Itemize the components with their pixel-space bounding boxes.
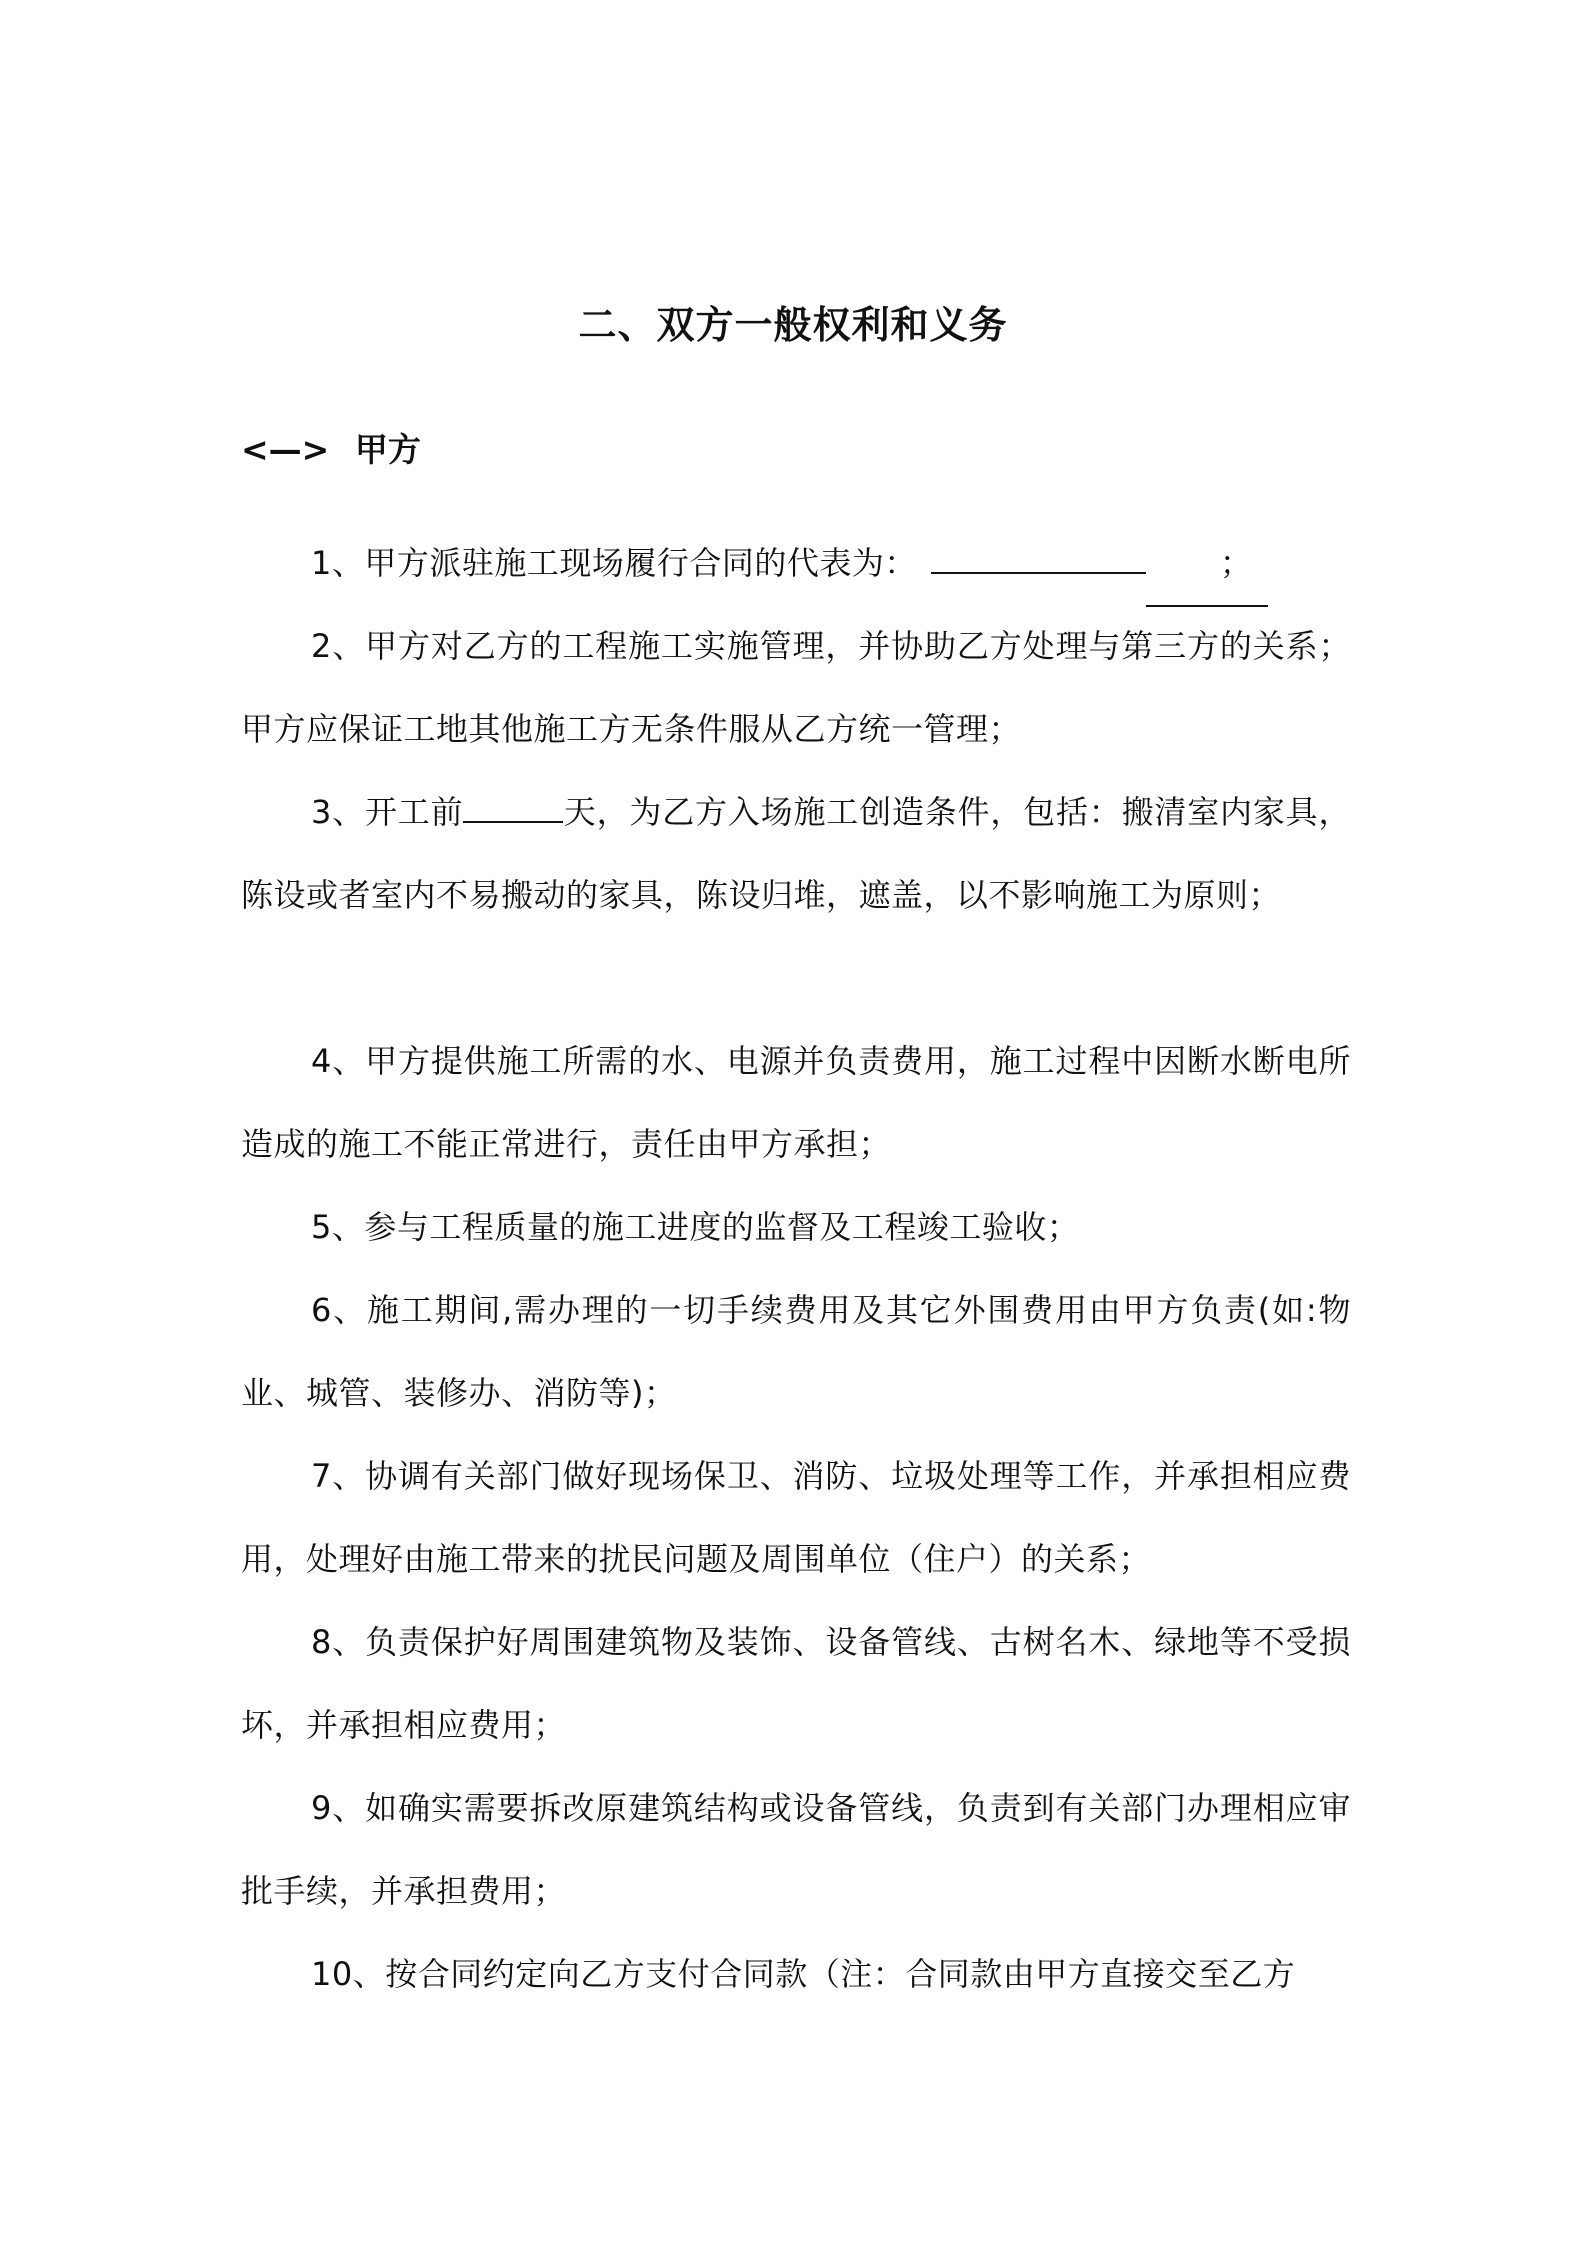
clause-4: 4、甲方提供施工所需的水、电源并负责费用，施工过程中因断水断电所造成的施工不能正常进行，责任由甲方承担； <box>241 1042 1351 1163</box>
section-heading <box>241 425 421 475</box>
clause-8: 8、负责保护好周围建筑物及装饰、设备管线、古树名木、绿地等不受损坏，并承担相应费用； <box>241 1623 1351 1744</box>
clause-3-before: 3、开工前 <box>311 793 464 831</box>
clause-1-tail: ； <box>1146 522 1269 607</box>
document-title: 二、双方一般权利和义务 <box>578 303 1008 347</box>
clause-3-after: 天，为乙方入场施工创造条件，包括：搬清室内家具，陈设或者室内不易搬动的家具，陈设归堆，遮盖，以不影响施工为原则； <box>241 793 1351 914</box>
clause-1-text: 1、甲方派驻施工现场履行合同的代表为： <box>311 544 917 582</box>
clause-9: 9、如确实需要拆改原建筑结构或设备管线，负责到有关部门办理相应审批手续，并承担费用； <box>241 1789 1351 1910</box>
representative-blank[interactable] <box>931 542 1146 574</box>
days-blank[interactable] <box>463 791 563 823</box>
clause-1 <box>241 522 1351 607</box>
clause-7: 7、协调有关部门做好现场保卫、消防、垃圾处理等工作，并承担相应费用，处理好由施工带来的扰民问题及周围单位（住户）的关系； <box>241 1457 1351 1578</box>
clause-6: 6、施工期间,需办理的一切手续费用及其它外围费用由甲方负责(如:物业、城管、装修办、消防等)； <box>241 1291 1351 1412</box>
clause-10: 10、按合同约定向乙方支付合同款（注：合同款由甲方直接交至乙方 <box>311 1955 1296 1993</box>
clause-5: 5、参与工程质量的施工进度的监督及工程竣工验收； <box>311 1208 1080 1246</box>
section-label: 甲方 <box>354 430 421 469</box>
section-marker: <—> <box>241 430 330 469</box>
clause-3 <box>241 771 1351 937</box>
clause-2: 2、甲方对乙方的工程施工实施管理，并协助乙方处理与第三方的关系；甲方应保证工地其他施工方无条件服从乙方统一管理； <box>241 627 1351 748</box>
